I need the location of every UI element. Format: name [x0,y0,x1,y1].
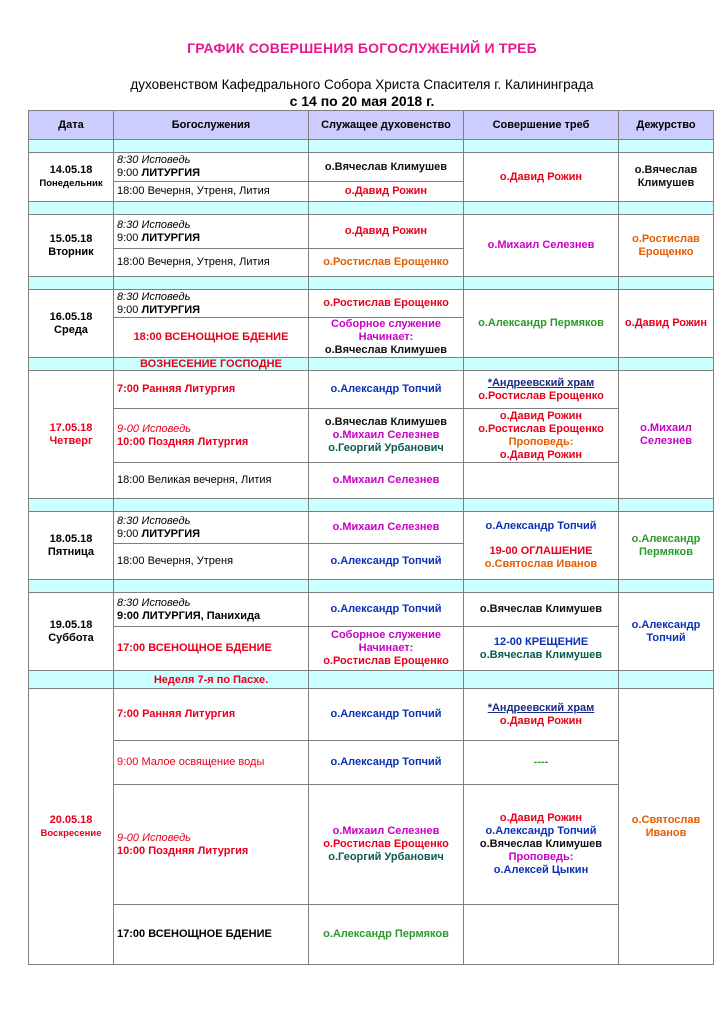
service-time: 8:30 Исповедь [117,514,191,527]
rites-line: о.Александр Топчий [485,825,597,837]
clergy-cell: о.Ростислав Ерощенко [309,249,464,277]
rites-line: о.Ростислав Ерощенко [478,389,604,402]
liturgy-time: 9:00 [117,303,139,316]
clergy-line: о.Вячеслав Климушев [324,344,448,356]
service-cell [114,593,309,627]
day-of-week: Воскресение [40,827,102,839]
table-row [29,627,714,671]
col-header-clergy: Служащее духовенство [309,111,464,140]
col-header-services: Богослужения [114,111,309,140]
table-row [29,153,714,182]
duty-cell: о.Вячеслав Климушев [619,153,714,202]
clergy-cell: о.Александр Топчий [309,689,464,741]
service-time: 8:30 Исповедь [117,154,191,166]
duty-cell: о.Александр Топчий [619,593,714,671]
rites-cell [464,785,619,905]
clergy-line: о.Михаил Селезнев [332,429,440,441]
service-cell: 18:00 Великая вечерня, Лития [114,463,309,499]
rites-line: о.Святослав Иванов [484,558,598,570]
table-row [29,290,714,318]
service-liturgy [117,304,305,317]
table-row [29,409,714,463]
clergy-cell: о.Александр Топчий [309,741,464,785]
service-cell [114,785,309,905]
separator-row [29,580,714,593]
clergy-cell [309,409,464,463]
rites-line: о.Давид Рожин [499,409,583,422]
table-row [29,512,714,544]
service-cell: 7:00 Ранняя Литургия [114,689,309,741]
feast-row [29,358,714,371]
rites-cell: ---- [464,741,619,785]
clergy-cell: о.Ростислав Ерощенко [309,290,464,318]
date-cell [29,290,114,358]
clergy-line: Соборное служение [331,318,441,330]
service-cell: 17:00 ВСЕНОЩНОЕ БДЕНИЕ [114,905,309,965]
rites-cell [464,627,619,671]
rites-line: *Андреевский храм [487,701,595,714]
clergy-line: о.Ростислав Ерощенко [323,838,449,850]
service-cell: 18:00 Вечерня, Утреня, Лития [114,182,309,202]
table-row [29,371,714,409]
table-row [29,215,714,249]
col-header-date: Дата [29,111,114,140]
rites-line: 19-00 ОГЛАШЕНИЕ [489,545,593,557]
liturgy-label: ЛИТУРГИЯ [141,167,201,179]
duty-cell: о.Святослав Иванов [619,689,714,965]
date-cell [29,593,114,671]
duty-cell: о.Давид Рожин [619,290,714,358]
document-title: ГРАФИК СОВЕРШЕНИЯ БОГОСЛУЖЕНИЙ И ТРЕБ [187,40,537,56]
rites-cell [464,371,619,409]
table-row [29,741,714,785]
rites-line: *Андреевский храм [487,376,595,389]
date-cell [29,153,114,202]
date: 20.05.18 [49,813,93,826]
table-row [29,463,714,499]
rites-cell [464,905,619,965]
day-of-week: Понедельник [39,178,103,189]
date-cell [29,215,114,277]
service-cell: 18:00 Вечерня, Утреня [114,544,309,580]
liturgy-time: 9:00 [117,167,139,179]
clergy-cell: о.Александр Топчий [309,371,464,409]
clergy-line: о.Михаил Селезнев [332,825,440,837]
date: 14.05.18 [49,164,93,176]
service-liturgy [117,232,305,245]
date-cell [29,689,114,965]
clergy-line: о.Георгий Урбанович [328,851,444,863]
clergy-cell: о.Александр Топчий [309,544,464,580]
rites-line: о.Александр Топчий [485,520,597,532]
rites-line: о.Алексей Цыкин [493,864,589,876]
clergy-cell: о.Вячеслав Климушев [309,153,464,182]
clergy-cell [309,785,464,905]
table-header-row [29,111,714,140]
col-header-rites: Совершение треб [464,111,619,140]
liturgy-label: ЛИТУРГИЯ [141,303,201,316]
service-time: 9-00 Исповедь [117,422,191,435]
rites-cell: о.Вячеслав Климушев [464,593,619,627]
date: 16.05.18 [49,310,93,323]
service-liturgy: 10:00 Поздняя Литургия [117,844,249,857]
separator-row [29,499,714,512]
duty-cell: о.Александр Пермяков [619,512,714,580]
date: 15.05.18 [49,232,93,245]
rites-line: о.Ростислав Ерощенко [478,422,604,435]
separator-row [29,202,714,215]
separator-row [29,140,714,153]
rites-line: 12-00 КРЕЩЕНИЕ [493,635,589,648]
feast-label: Неделя 7-я по Пасхе. [114,671,309,689]
rites-cell: о.Давид Рожин [464,153,619,202]
service-cell [114,153,309,182]
liturgy-time: 9:00 [117,231,139,244]
day-of-week: Четверг [49,434,93,447]
clergy-line: Начинает: [358,642,414,654]
clergy-line: Начинает: [358,331,414,343]
service-cell: 18:00 ВСЕНОЩНОЕ БДЕНИЕ [114,318,309,358]
liturgy-label: ЛИТУРГИЯ [141,527,201,540]
date: 17.05.18 [49,421,93,434]
duty-cell: о.Михаил Селезнев [619,371,714,499]
table-row [29,905,714,965]
liturgy-label: ЛИТУРГИЯ [141,231,201,244]
service-liturgy: 9:00 ЛИТУРГИЯ, Панихида [117,609,261,622]
service-liturgy: 10:00 Поздняя Литургия [117,435,249,448]
rites-cell [464,463,619,499]
clergy-cell [309,627,464,671]
duty-cell: о.Ростислав Ерощенко [619,215,714,277]
day-of-week: Пятница [47,545,95,558]
day-of-week: Суббота [48,631,94,644]
date: 19.05.18 [49,618,93,631]
rites-cell [464,409,619,463]
service-cell [114,409,309,463]
rites-line: о.Давид Рожин [499,812,583,824]
service-time: 8:30 Исповедь [117,596,191,609]
clergy-cell: о.Давид Рожин [309,215,464,249]
liturgy-time: 9:00 [117,527,139,540]
schedule-table [28,110,714,965]
col-header-duty: Дежурство [619,111,714,140]
service-cell: 9:00 Малое освящение воды [114,741,309,785]
clergy-line: Соборное служение [331,629,441,641]
clergy-line: о.Ростислав Ерощенко [323,655,449,667]
date-range: с 14 по 20 мая 2018 г. [289,93,435,109]
date-cell [29,371,114,499]
table-row [29,689,714,741]
service-cell: 7:00 Ранняя Литургия [114,371,309,409]
service-time: 8:30 Исповедь [117,290,191,303]
clergy-cell: о.Давид Рожин [309,182,464,202]
rites-line: Проповедь: [508,435,574,448]
date-cell [29,512,114,580]
service-time: 9-00 Исповедь [117,831,191,844]
feast-row [29,671,714,689]
service-cell [114,512,309,544]
service-time: 8:30 Исповедь [117,218,191,231]
service-cell: 17:00 ВСЕНОЩНОЕ БДЕНИЕ [114,627,309,671]
service-cell: 18:00 Вечерня, Утреня, Лития [114,249,309,277]
clergy-cell: о.Александр Пермяков [309,905,464,965]
rites-cell: о.Михаил Селезнев [464,215,619,277]
service-cell [114,290,309,318]
clergy-cell: о.Михаил Селезнев [309,463,464,499]
separator-row [29,277,714,290]
rites-cell [464,512,619,580]
table-row [29,785,714,905]
rites-line: о.Вячеслав Климушев [479,648,603,661]
document-subtitle: духовенством Кафедрального Собора Христа Спасителя г. Калининграда [130,77,594,92]
service-cell [114,215,309,249]
rites-line: о.Давид Рожин [499,448,583,461]
clergy-cell: о.Александр Топчий [309,593,464,627]
clergy-cell [309,318,464,358]
feast-label: ВОЗНЕСЕНИЕ ГОСПОДНЕ [114,358,309,371]
table-row [29,593,714,627]
service-liturgy [117,528,305,541]
rites-cell [464,689,619,741]
clergy-line: о.Георгий Урбанович [328,442,444,454]
date: 18.05.18 [49,532,93,545]
rites-line: Проповедь: [508,851,574,863]
day-of-week: Среда [54,323,88,336]
rites-line: о.Вячеслав Климушев [479,838,603,850]
clergy-cell: о.Михаил Селезнев [309,512,464,544]
rites-cell: о.Александр Пермяков [464,290,619,358]
service-liturgy [117,167,305,180]
day-of-week: Вторник [48,245,94,258]
rites-line: о.Давид Рожин [499,714,583,727]
clergy-line: о.Вячеслав Климушев [324,416,448,428]
